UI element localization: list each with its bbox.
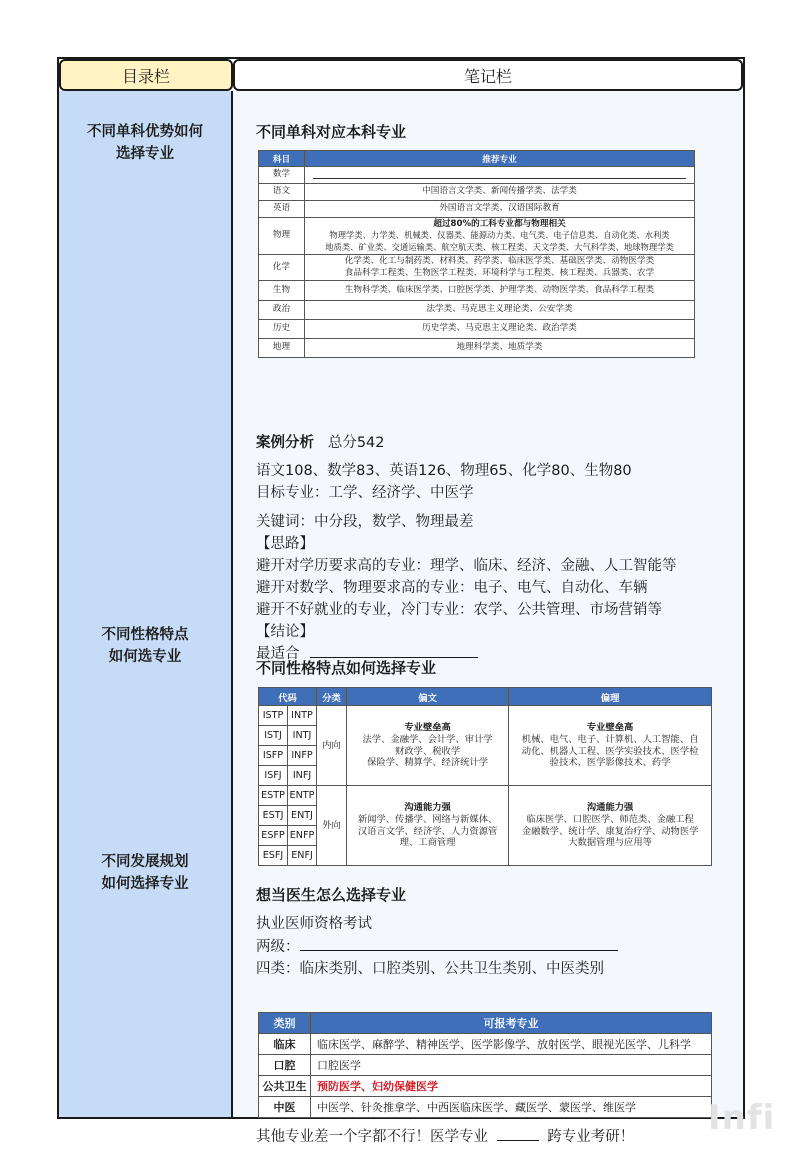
toc-item-career xyxy=(59,851,231,895)
header-code: 代码 xyxy=(259,688,317,706)
case-target: 目标专业：工学、经济学、中医学 xyxy=(256,485,474,501)
header-science: 偏理 xyxy=(509,688,712,706)
category-cell: 中医 xyxy=(259,1097,311,1118)
subject-cell: 化学 xyxy=(259,255,305,281)
table-row xyxy=(259,281,695,301)
subject-cell: 物理 xyxy=(259,218,305,255)
header-category: 类别 xyxy=(259,1013,311,1034)
trait-title: 专业壁垒高 xyxy=(586,722,634,734)
toc-item-personality xyxy=(59,624,231,668)
trait-line: 验技术、医学影像技术、药学 xyxy=(549,757,671,769)
trait-line: 临床医学、口腔医学、师范类、金融工程 xyxy=(526,813,694,825)
levels-line xyxy=(256,935,618,956)
trait-line: 大数据管理与应用等 xyxy=(568,837,652,849)
header-arts: 偏文 xyxy=(347,688,509,706)
table-row xyxy=(259,184,695,201)
majors-cell: 法学类、马克思主义理论类、公安学类 xyxy=(305,301,695,320)
trait-line: 保险学、精算学、经济统计学 xyxy=(367,757,489,769)
table-header-row xyxy=(259,1013,712,1034)
mbti-code: ESFP xyxy=(259,826,288,846)
table-header-row xyxy=(259,688,712,706)
majors-cell: 口腔医学 xyxy=(311,1055,712,1076)
majors-cell xyxy=(305,255,695,281)
subject-cell: 英语 xyxy=(259,201,305,218)
header-majors: 可报考专业 xyxy=(311,1013,712,1034)
category-cell: 口腔 xyxy=(259,1055,311,1076)
levels-blank xyxy=(300,950,618,951)
majors-cell: 中医学、针灸推拿学、中西医临床医学、藏医学、蒙医学、维医学 xyxy=(311,1097,712,1118)
toc-header: 目录栏 xyxy=(59,59,233,91)
majors-cell: 历史学类、马克思主义理论类、政治学类 xyxy=(305,320,695,339)
subject-cell: 数学 xyxy=(259,167,305,184)
header-subject: 科目 xyxy=(259,151,305,167)
majors-cell: 临床医学、麻醉学、精神医学、医学影像学、放射医学、眼视光医学、儿科学 xyxy=(311,1034,712,1055)
mbti-code: ENFJ xyxy=(288,846,317,866)
table-row xyxy=(259,1076,712,1097)
majors-cell: 中国语言文学类、新闻传播学类、法学类 xyxy=(305,184,695,201)
mbti-code: ENTJ xyxy=(288,806,317,826)
trait-title: 沟通能力强 xyxy=(404,802,451,814)
trait-line: 动化、机器人工程、医学实验技术、医学检 xyxy=(521,745,699,757)
majors-cell-highlight: 预防医学、妇幼保健医学 xyxy=(311,1076,712,1097)
trait-line: 理、工商管理 xyxy=(399,837,456,849)
trait-line: 机械、电气、电子、计算机、人工智能、自 xyxy=(521,733,699,745)
toc-line: 选择专业 xyxy=(116,146,174,162)
mbti-code: ISFP xyxy=(259,746,288,766)
idea-line: 避开对学历要求高的专业：理学、临床、经济、金融、人工智能等 xyxy=(256,558,677,574)
majors-line: 物理学类、力学类、机械类、仪器类、能源动力类、电气类、电子信息类、自动化类、水利类 xyxy=(329,230,670,241)
physics-highlight: 超过80%的工科专业都与物理相关 xyxy=(433,219,566,229)
trait-title: 沟通能力强 xyxy=(586,802,634,814)
personality-table xyxy=(258,687,712,866)
idea-line: 避开不好就业的专业，冷门专业：农学、公共管理、市场营销等 xyxy=(256,602,662,618)
mbti-code: ENTP xyxy=(288,786,317,806)
majors-cell xyxy=(305,218,695,255)
table-row xyxy=(259,1055,712,1076)
section3-title: 想当医生怎么选择专业 xyxy=(256,886,407,904)
majors-cell: 地理科学类、地质学类 xyxy=(305,339,695,358)
mbti-code: ISTP xyxy=(259,706,288,726)
notes-header: 笔记栏 xyxy=(233,59,743,91)
mbti-code: INTJ xyxy=(288,726,317,746)
subject-cell: 历史 xyxy=(259,320,305,339)
case-heading xyxy=(256,431,385,452)
trait-title: 专业壁垒高 xyxy=(404,722,451,734)
majors-line: 化学类、化工与制药类、材料类、药学类、临床医学类、基础医学类、动物医学类 xyxy=(344,256,655,267)
table-row xyxy=(259,218,695,255)
mbti-code: ESFJ xyxy=(259,846,288,866)
science-cell xyxy=(509,786,712,866)
category-cell: 临床 xyxy=(259,1034,311,1055)
majors-line: 地质类、矿业类、交通运输类、航空航天类、核工程类、天文学类、大气科学类、地球物理学类 xyxy=(325,241,674,252)
trait-line: 汉语言文学、经济学、人力资源管 xyxy=(357,825,498,837)
case-total: 总分542 xyxy=(327,435,385,451)
levels-label: 两级： xyxy=(256,939,300,955)
category-cell: 公共卫生 xyxy=(259,1076,311,1097)
subject-major-table xyxy=(258,150,695,358)
mbti-code: ESTP xyxy=(259,786,288,806)
case-scores: 语文108、数学83、英语126、物理65、化学80、生物80 xyxy=(256,463,632,479)
table-row xyxy=(259,201,695,218)
table-header-row xyxy=(259,151,695,167)
section1-title: 不同单科对应本科专业 xyxy=(256,123,407,141)
mbti-code: ISFJ xyxy=(259,766,288,786)
trait-line: 新闻学、传播学、网络与新媒体、 xyxy=(357,813,498,825)
subject-cell: 政治 xyxy=(259,301,305,320)
majors-cell: 生物科学类、临床医学类、口腔医学类、护理学类、动物医学类、食品科学工程类 xyxy=(305,281,695,301)
best-fit-label: 最适合 xyxy=(256,646,300,662)
case-keywords: 关键词：中分段，数学、物理最差 xyxy=(256,514,474,530)
table-row xyxy=(259,301,695,320)
exam-line: 执业医师资格考试 xyxy=(256,916,372,932)
mbti-code: INFP xyxy=(288,746,317,766)
toc-item-subject xyxy=(59,121,231,165)
table-row xyxy=(259,320,695,339)
trait-line: 法学、金融学、会计学、审计学 xyxy=(362,733,493,745)
majors-cell: 外国语言文学类、汉语国际教育 xyxy=(305,201,695,218)
footer-blank xyxy=(497,1140,539,1141)
case-title: 案例分析 xyxy=(256,435,314,451)
table-row xyxy=(259,706,712,726)
toc-line: 如何选专业 xyxy=(108,649,182,665)
mbti-code: ENFP xyxy=(288,826,317,846)
footer-text-a: 其他专业差一个字都不行！医学专业 xyxy=(256,1129,488,1145)
majors-line: 食品科学工程类、生物医学工程类、环境科学与工程类、核工程类、兵器类、农学 xyxy=(344,267,655,278)
toc-line: 不同发展规划 xyxy=(101,854,189,870)
section2-title: 不同性格特点如何选择专业 xyxy=(256,659,437,677)
mbti-code: INFJ xyxy=(288,766,317,786)
trait-line: 财政学、税收学 xyxy=(395,745,461,757)
table-row xyxy=(259,786,712,806)
mbti-code: INTP xyxy=(288,706,317,726)
mbti-code: ESTJ xyxy=(259,806,288,826)
toc-line: 不同单科优势如何 xyxy=(87,124,203,140)
subject-cell: 语文 xyxy=(259,184,305,201)
table-row xyxy=(259,255,695,281)
table-row xyxy=(259,339,695,358)
header-category: 分类 xyxy=(317,688,347,706)
majors-cell-blank xyxy=(305,167,695,184)
mbti-code: ISTJ xyxy=(259,726,288,746)
toc-column xyxy=(59,91,233,1117)
subject-cell: 生物 xyxy=(259,281,305,301)
arts-cell xyxy=(347,786,509,866)
category-cell: 外向 xyxy=(317,786,347,866)
header-majors: 推荐专业 xyxy=(305,151,695,167)
arts-cell xyxy=(347,706,509,786)
toc-line: 如何选择专业 xyxy=(101,876,189,892)
conclusion-label: 【结论】 xyxy=(256,624,314,640)
table-row xyxy=(259,1034,712,1055)
idea-label: 【思路】 xyxy=(256,536,314,552)
medical-exam-table xyxy=(258,1012,712,1118)
subject-cell: 地理 xyxy=(259,339,305,358)
trait-line: 金融数学、统计学、康复治疗学、动物医学 xyxy=(521,825,699,837)
footer-line xyxy=(256,1125,634,1146)
category-cell: 内向 xyxy=(317,706,347,786)
toc-line: 不同性格特点 xyxy=(101,627,189,643)
watermark-logo: Infi xyxy=(708,1098,776,1138)
footer-text-b: 跨专业考研！ xyxy=(547,1129,635,1145)
types-line: 四类：临床类别、口腔类别、公共卫生类别、中医类别 xyxy=(256,961,604,977)
idea-line: 避开对数学、物理要求高的专业：电子、电气、自动化、车辆 xyxy=(256,580,648,596)
table-row xyxy=(259,167,695,184)
table-row xyxy=(259,1097,712,1118)
science-cell xyxy=(509,706,712,786)
